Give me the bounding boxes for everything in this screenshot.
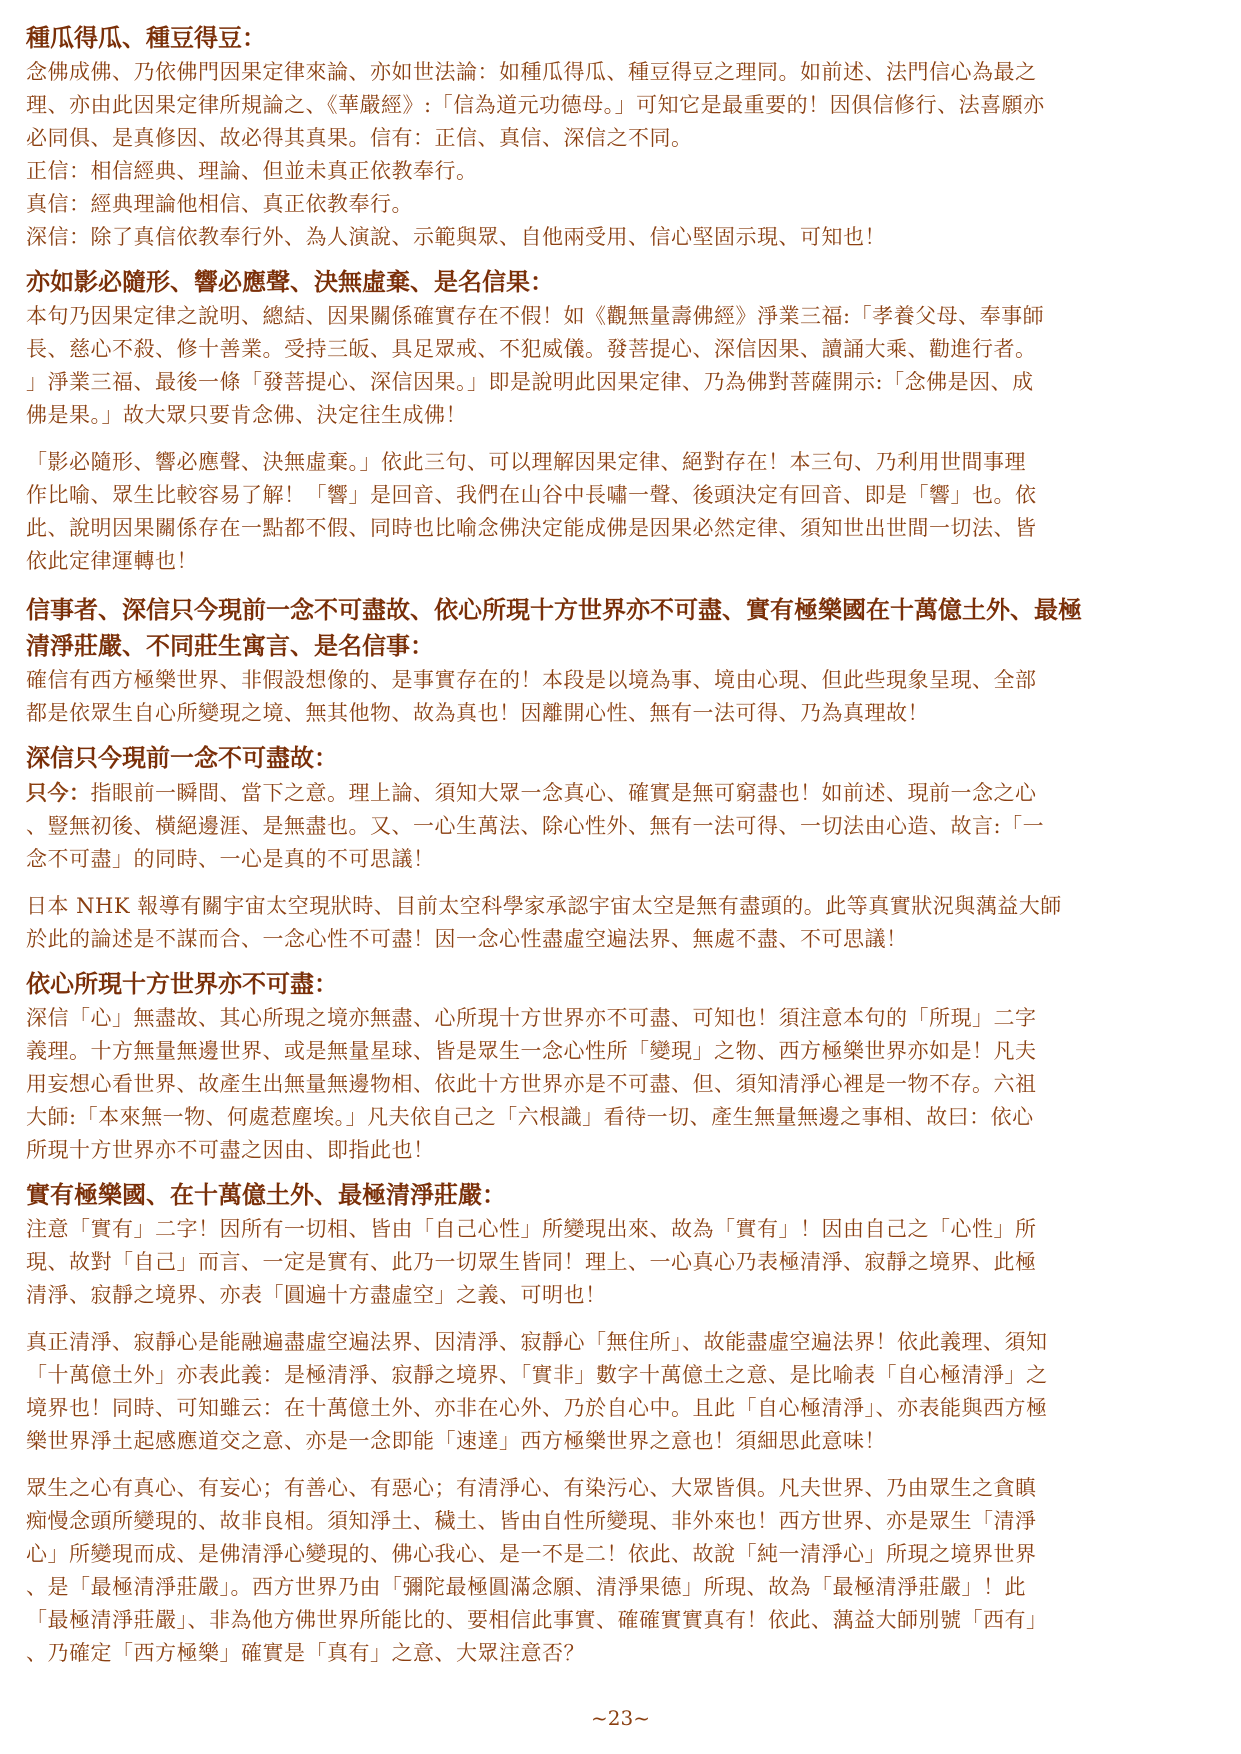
lead-term: 只今：: [26, 780, 91, 805]
text-line: 於此的論述是不謀而合、一念心性不可盡！因一念心性盡虛空遍法界、無處不盡、不可思議！: [26, 927, 908, 951]
paragraph: [26, 56, 1218, 254]
paragraph: [26, 1213, 1218, 1312]
text-line: 日本 NHK 報導有關宇宙太空現狀時、目前太空科學家承認宇宙太空是無有盡頭的。此等真實狀況與蕅益大師: [26, 894, 1062, 918]
text-line: 境界也！同時、可知雖云：在十萬億土外、亦非在心外、乃於自心中。且此「自心極清淨」、亦表能與西方極: [26, 1396, 1048, 1420]
text-line: 佛是果。」故大眾只要肯念佛、決定往生成佛！: [26, 403, 467, 427]
heading-line: 信事者、深信只今現前一念不可盡故、依心所現十方世界亦不可盡、實有極樂國在十萬億土外、最極: [26, 595, 1082, 624]
section-heading: 依心所現十方世界亦不可盡：: [26, 969, 338, 998]
text-line: 深信：除了真信依教奉行外、為人演說、示範與眾、自他兩受用、信心堅固示現、可知也！: [26, 225, 886, 249]
text-line: 本句乃因果定律之說明、總結、因果關係確實存在不假！如《觀無量壽佛經》淨業三福:「孝養父母、奉事師: [26, 304, 1045, 328]
text-line: 清淨、寂靜之境界、亦表「圓遍十方盡虛空」之義、可明也！: [26, 1283, 607, 1307]
text-line: 依此定律運轉也！: [26, 549, 198, 573]
paragraph: [26, 776, 1218, 876]
paragraph: [26, 446, 1218, 578]
text-line: 必同俱、是真修因、故必得其真果。信有：正信、真信、深信之不同。: [26, 126, 693, 150]
text-line: 用妄想心看世界、故產生出無量無邊物相、依此十方世界亦是不可盡、但、須知清淨心裡是一物不存。六祖: [26, 1072, 1037, 1096]
text-line: 義理。十方無量無邊世界、或是無量星球、皆是眾生一念心性所「變現」之物、西方極樂世界亦如是！凡夫: [26, 1039, 1037, 1063]
text-line: 真正清淨、寂靜心是能融遍盡虛空遍法界、因清淨、寂靜心「無住所」、故能盡虛空遍法界！依此義理、須知: [26, 1330, 1048, 1354]
section-heading: [26, 592, 1218, 664]
paragraph: [26, 1002, 1218, 1167]
text-line: 念不可盡」的同時、一心是真的不可思議！: [26, 847, 435, 871]
text-line: 深信「心」無盡故、其心所現之境亦無盡、心所現十方世界亦不可盡、可知也！須注意本句的「所現」二字: [26, 1006, 1037, 1030]
text-line: 念佛成佛、乃依佛門因果定律來論、亦如世法論：如種瓜得瓜、種豆得豆之理同。如前述、法門信心為最之: [26, 60, 1037, 84]
text-line: 真信：經典理論他相信、真正依教奉行。: [26, 192, 413, 216]
text-line: 注意「實有」二字！因所有一切相、皆由「自己心性」所變現出來、故為「實有」！因由自己之「心性」所: [26, 1217, 1037, 1241]
text-line: 樂世界淨土起感應道交之意、亦是一念即能「速達」西方極樂世界之意也！須細思此意味！: [26, 1429, 886, 1453]
section-heading: 亦如影必隨形、響必應聲、決無虛棄、是名信果：: [26, 267, 554, 296]
text-line: 眾生之心有真心、有妄心；有善心、有惡心；有清淨心、有染污心、大眾皆俱。凡夫世界、乃由眾生之貪瞋: [26, 1476, 1037, 1500]
text-line: 都是依眾生自心所變現之境、無其他物、故為真也！因離開心性、無有一法可得、乃為真理故！: [26, 701, 929, 725]
text-line: 、是「最極清淨莊嚴」。西方世界乃由「彌陀最極圓滿念願、清淨果德」所現、故為「最極清淨莊嚴」！此: [26, 1575, 1026, 1599]
document-page: [26, 20, 1218, 1670]
text-fragment: 指眼前一瞬間、當下之意。理上論、須知大眾一念真心、確實是無可窮盡也！如前述、現前一念之心: [90, 781, 1037, 805]
paragraph: [26, 664, 1218, 730]
text-line: 正信：相信經典、理論、但並未真正依教奉行。: [26, 159, 478, 183]
paragraph: [26, 1472, 1218, 1670]
text-line: 」淨業三福、最後一條「發菩提心、深信因果。」即是說明此因果定律、乃為佛對菩薩開示:「念佛是因、成: [26, 370, 1034, 394]
paragraph: [26, 300, 1218, 432]
text-line: 「最極清淨莊嚴」、非為他方佛世界所能比的、要相信此事實、確確實實真有！依此、蕅益大師別號「西有」: [26, 1608, 1048, 1632]
text-line: 現、故對「自己」而言、一定是實有、此乃一切眾生皆同！理上、一心真心乃表極清淨、寂靜之境界、此極: [26, 1250, 1037, 1274]
heading-line: 清淨莊嚴、不同莊生寓言、是名信事：: [26, 631, 434, 660]
text-line: 心」所變現而成、是佛清淨心變現的、佛心我心、是一不是二！依此、故說「純一清淨心」所現之境界世界: [26, 1542, 1037, 1566]
text-line: 大師:「本來無一物、何處惹塵埃。」凡夫依自己之「六根識」看待一切、產生無量無邊之事相、故曰：依心: [26, 1105, 1034, 1129]
section-heading: 深信只今現前一念不可盡故：: [26, 743, 338, 772]
text-line: 理、亦由此因果定律所規論之、《華嚴經》:「信為道元功德母。」可知它是最重要的！因俱信修行、法喜願亦: [26, 93, 1045, 117]
section-heading: 種瓜得瓜、種豆得豆：: [26, 23, 266, 52]
text-line: 此、說明因果關係存在一點都不假、同時也比喻念佛決定能成佛是因果必然定律、須知世出世間一切法、皆: [26, 516, 1037, 540]
text-line: 作比喻、眾生比較容易了解！「響」是回音、我們在山谷中長嘯一聲、後頭決定有回音、即是「響」也。依: [26, 483, 1037, 507]
section-heading: 實有極樂國、在十萬億土外、最極清淨莊嚴：: [26, 1180, 506, 1209]
paragraph: [26, 1326, 1218, 1458]
text-line: [26, 776, 1218, 810]
text-line: 、豎無初後、橫絕邊涯、是無盡也。又、一心生萬法、除心性外、無有一法可得、一切法由心造、故言:「一: [26, 814, 1045, 838]
text-line: 確信有西方極樂世界、非假設想像的、是事實存在的！本段是以境為事、境由心現、但此些現象呈現、全部: [26, 668, 1037, 692]
text-line: 「影必隨形、響必應聲、決無虛棄。」依此三句、可以理解因果定律、絕對存在！本三句、乃利用世間事理: [26, 450, 1026, 474]
page-number: ~23~: [591, 1706, 650, 1730]
text-line: 長、慈心不殺、修十善業。受持三皈、具足眾戒、不犯威儀。發菩提心、深信因果、讀誦大乘、勸進行者。: [26, 337, 1037, 361]
text-line: 、乃確定「西方極樂」確實是「真有」之意、大眾注意否？: [26, 1641, 585, 1665]
paragraph: [26, 890, 1218, 956]
text-line: 「十萬億土外」亦表此義：是極清淨、寂靜之境界、「實非」數字十萬億土之意、是比喻表「自心極清淨」之: [26, 1363, 1048, 1387]
text-line: 痴慢念頭所變現的、故非良相。須知淨土、穢土、皆由自性所變現、非外來也！西方世界、亦是眾生「清淨: [26, 1509, 1037, 1533]
text-line: 所現十方世界亦不可盡之因由、即指此也！: [26, 1138, 435, 1162]
